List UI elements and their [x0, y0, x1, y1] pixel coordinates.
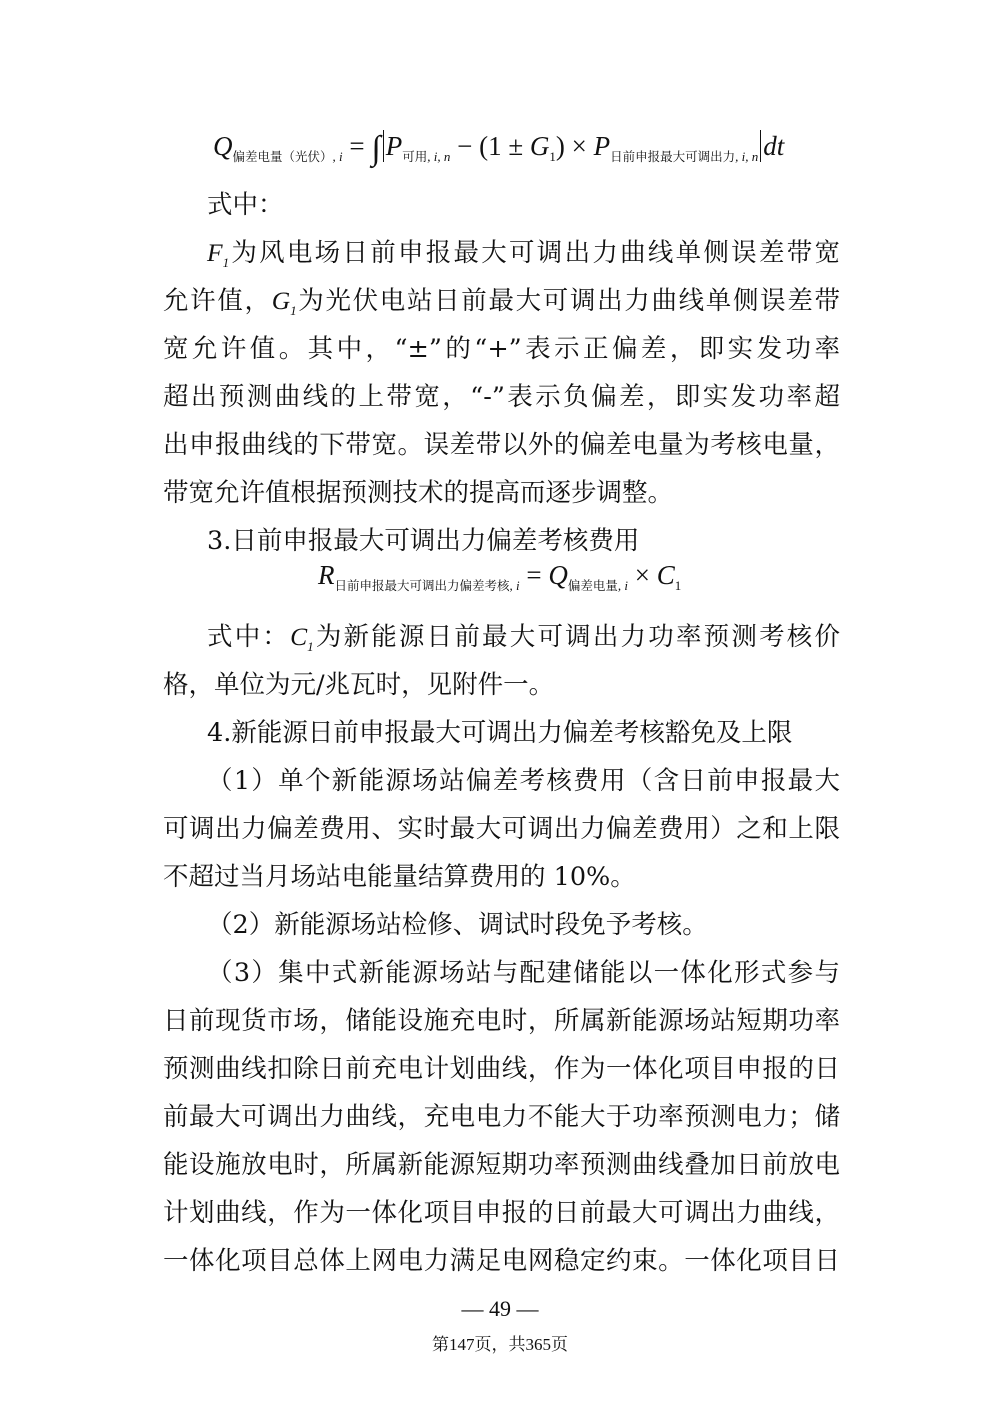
section-heading-3: 3.日前申报最大可调出力偏差考核费用	[207, 526, 640, 556]
subscript-g1: 1	[290, 303, 297, 318]
times-sign: ×	[628, 560, 657, 590]
text-where: 式中：	[207, 622, 291, 652]
formula-deviation-fee	[318, 560, 681, 594]
subscript-g-index: 1	[549, 149, 556, 164]
paragraph-line-c1	[207, 620, 840, 664]
subscript-q-index: , i	[332, 149, 343, 164]
equals-sign: =	[342, 131, 372, 161]
abs-bar-right	[760, 130, 761, 162]
paragraph-line: 计划曲线，作为一体化项目申报的日前最大可调出力曲线，	[163, 1198, 840, 1228]
symbol-g: G	[529, 131, 550, 161]
symbol-r: R	[318, 560, 335, 590]
symbol-g1: G	[271, 286, 291, 315]
integral-sign: ∫	[371, 130, 381, 167]
subscript-p-declared-index: , i, n	[735, 149, 759, 164]
minus-sign: −	[450, 131, 480, 161]
subscript-c1: 1	[307, 639, 314, 654]
paragraph-line: 能设施放电时，所属新能源短期功率预测曲线叠加日前放电	[163, 1150, 840, 1180]
symbol-f1: F	[207, 238, 223, 267]
paragraph-line: 日前现货市场，储能设施充电时，所属新能源场站短期功率	[163, 1006, 840, 1036]
paragraph-line: （3）集中式新能源场站与配建储能以一体化形式参与	[207, 958, 840, 988]
paragraph-line: 前最大可调出力曲线，充电电力不能大于功率预测电力；储	[163, 1102, 840, 1132]
subscript-r: 日前申报最大可调出力偏差考核	[334, 578, 510, 593]
paragraph-line: 式中：	[207, 190, 284, 220]
formula-deviation-energy-pv	[213, 130, 784, 168]
paragraph-line-g1	[163, 284, 840, 328]
page-number: — 49 —	[461, 1296, 539, 1321]
times-sign: ×	[564, 131, 594, 161]
paragraph-line: 不超过当月场站电能量结算费用的 10%。	[163, 862, 636, 892]
subscript-p-declared: 日前申报最大可调出力	[610, 149, 736, 164]
subscript-p-available: 可用	[402, 149, 428, 164]
paragraph-line: 一体化项目总体上网电力满足电网稳定约束。一体化项目日	[163, 1246, 840, 1276]
paragraph-line: 格，单位为元/兆瓦时，见附件一。	[163, 670, 555, 700]
subscript-c-index: 1	[674, 578, 682, 593]
subscript-q: 偏差电量（光伏）	[232, 149, 333, 164]
symbol-p-declared: P	[593, 131, 611, 161]
subscript-q-index: , i	[617, 578, 629, 593]
symbol-c: C	[656, 560, 675, 590]
paragraph-line: 预测曲线扣除日前充电计划曲线，作为一体化项目申报的日	[163, 1054, 840, 1084]
paragraph-line: 超出预测曲线的上带宽，“-”表示负偏差，即实发功率超	[163, 382, 840, 412]
paren-open: (1 ±	[479, 131, 530, 161]
symbol-q: Q	[548, 560, 568, 590]
text-allowance: 允许值，	[163, 286, 272, 316]
subscript-q: 偏差电量	[567, 578, 618, 593]
paragraph-line: （2）新能源场站检修、调试时段免予考核。	[207, 910, 708, 940]
text-f1-desc: 为风电场日前申报最大可调出力曲线单侧误差带宽	[229, 238, 840, 268]
paragraph-line: 带宽允许值根据预测技术的提高而逐步调整。	[163, 478, 674, 508]
paragraph-line: 出申报曲线的下带宽。误差带以外的偏差电量为考核电量，	[163, 430, 840, 460]
paragraph-line: 可调出力偏差费用、实时最大可调出力偏差费用）之和上限	[163, 814, 840, 844]
subscript-r-index: , i	[509, 578, 520, 593]
symbol-p-available: P	[385, 131, 403, 161]
text-c1-desc: 为新能源日前最大可调出力功率预测考核价	[313, 622, 840, 652]
abs-bar-left	[383, 130, 384, 162]
equals-sign: =	[519, 560, 549, 590]
subscript-p-available-index: , i, n	[427, 149, 451, 164]
text-g1-desc: 为光伏电站日前最大可调出力曲线单侧误差带	[296, 286, 840, 316]
symbol-c1: C	[290, 622, 308, 651]
page-footer: 第147页，共365页	[432, 1335, 568, 1354]
symbol-dt: dt	[763, 131, 785, 161]
paragraph-line: 宽允许值。其中，“±”的“+”表示正偏差，即实发功率	[163, 334, 840, 364]
paragraph-line-f1	[207, 236, 840, 280]
symbol-q: Q	[213, 131, 233, 161]
paragraph-line: （1）单个新能源场站偏差考核费用（含日前申报最大	[207, 766, 840, 796]
section-heading-4: 4.新能源日前申报最大可调出力偏差考核豁免及上限	[207, 718, 793, 748]
subscript-f1: 1	[222, 255, 230, 270]
paren-close: )	[555, 131, 565, 161]
